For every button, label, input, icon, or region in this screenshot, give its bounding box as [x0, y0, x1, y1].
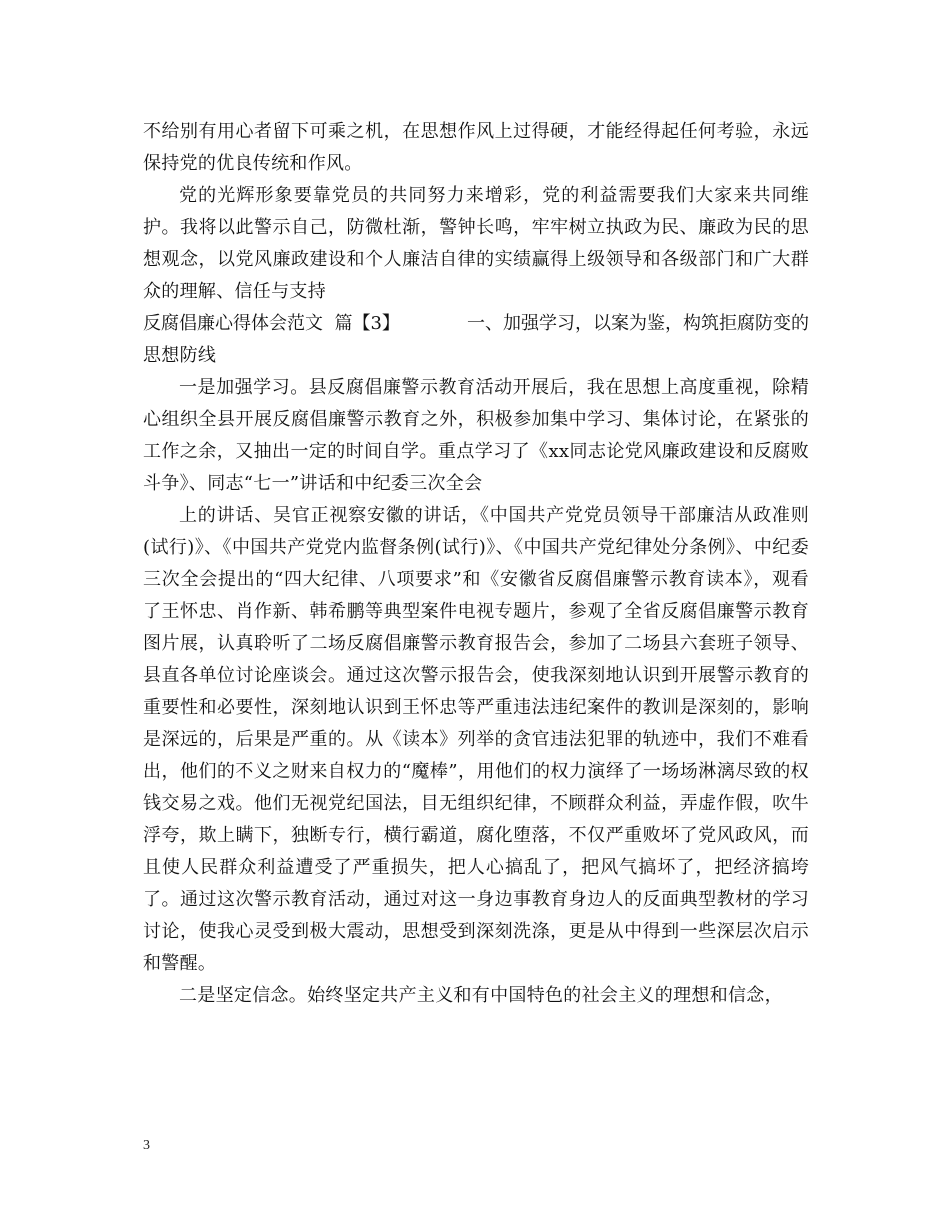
- paragraph-study: 一是加强学习。县反腐倡廉警示教育活动开展后，我在思想上高度重视，除精心组织全县开展反腐倡廉警示教育之外，积极参加集中学习、集体讨论，在紧张的工作之余，又抽出一定的时间自学。重点学习了《xx同志论党风廉政建设和反腐败斗争》、同志“七一”讲话和中纪委三次全会: [143, 377, 809, 494]
- subheading-start: 一、加强学习，以案为鉴，构筑拒腐防变的: [467, 313, 809, 334]
- paragraph-party-image: 党的光辉形象要靠党员的共同努力来增彩，党的利益需要我们大家来共同维护。我将以此警示自己，防微杜渐，警钟长鸣，牢牢树立执政为民、廉政为民的思想观念，以党风廉政建设和个人廉洁自律的实绩赢得上级领导和各级部门和广大群众的理解、信任与支持: [143, 185, 809, 302]
- paragraph-speeches: 上的讲话、吴官正视察安徽的讲话，《中国共产党党员领导干部廉洁从政准则(试行)》、《中国共产党党内监督条例(试行)》、《中国共产党纪律处分条例》、中纪委三次全会提出的“四大纪律、八项要求”和《安徽省反腐倡廉警示教育读本》，观看了王怀忠、肖作新、韩希鹏等典型案件电视专题片，参观了全省反腐倡廉警示教育图片展，认真聆听了二场反腐倡廉警示教育报告会，参加了二场县六套班子领导、县直各单位讨论座谈会。通过这次警示报告会，使我深刻地认识到开展警示教育的重要性和必要性，深刻地认识到王怀忠等严重违法违纪案件的教训是深刻的，影响是深远的，后果是严重的。从《读本》列举的贪官违法犯罪的轨迹中，我们不难看出，他们的不义之财来自权力的“魔棒”，用他们的权力演绎了一场场淋漓尽致的权钱交易之戏。他们无视党纪国法，目无组织纪律，不顾群众利益，弄虚作假，吹牛浮夸，欺上瞒下，独断专行，横行霸道，腐化堕落，不仅严重败坏了党风政风，而且使人民群众利益遭受了严重损失，把人心搞乱了，把风气搞坏了，把经济搞垮了。通过这次警示教育活动，通过对这一身边事教育身边人的反面典型教材的学习讨论，使我心灵受到极大震动，思想受到深刻洗涤，更是从中得到一些深层次启示和警醒。: [143, 505, 809, 974]
- section-heading: [143, 308, 809, 340]
- section-heading-title-group: [143, 308, 400, 340]
- subheading-end: 思想防线: [143, 345, 217, 366]
- section-title: 反腐倡廉心得体会范文: [143, 313, 323, 334]
- document-body: [143, 116, 809, 1012]
- paragraph-continuation: 不给别有用心者留下可乘之机，在思想作风上过得硬，才能经得起任何考验，永远保持党的优良传统和作风。: [143, 121, 809, 174]
- page-number: 3: [143, 1138, 150, 1153]
- section-part-label: 篇【3】: [334, 313, 400, 334]
- paragraph-belief: 二是坚定信念。始终坚定共产主义和有中国特色的社会主义的理想和信念，: [179, 985, 783, 1006]
